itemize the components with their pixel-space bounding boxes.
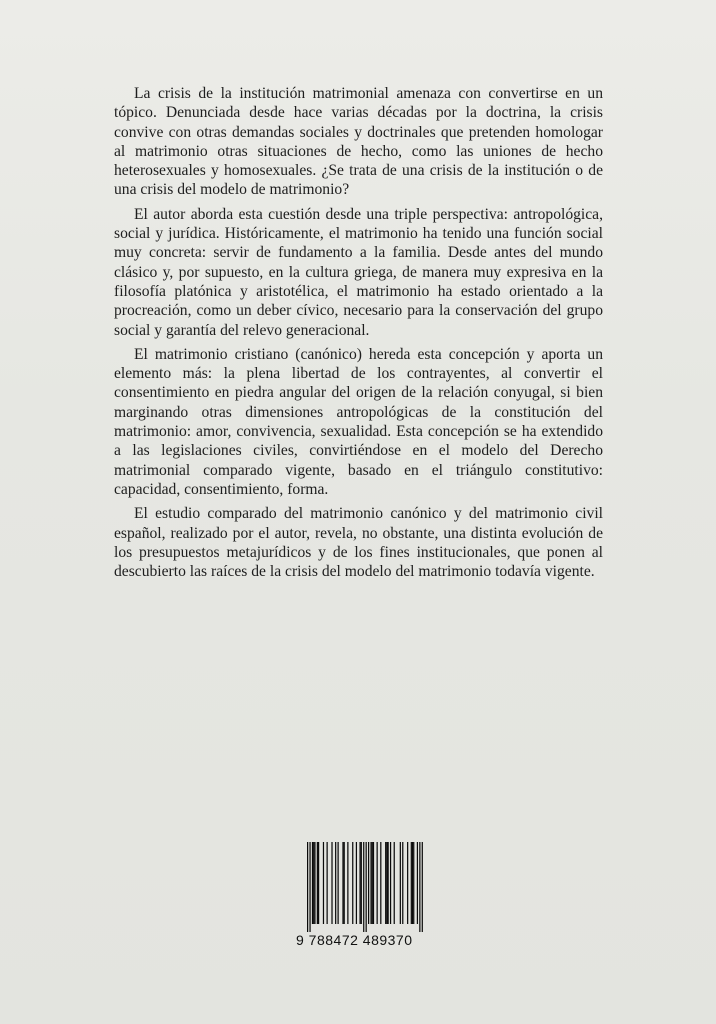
barcode-bar [372, 842, 373, 924]
barcode-bar [394, 842, 395, 924]
barcode-bar [356, 842, 357, 924]
barcode-bar [344, 842, 345, 924]
barcode-bar [352, 842, 353, 924]
barcode-bar [412, 842, 413, 924]
barcode-bar [388, 842, 389, 924]
barcode-bar [377, 842, 378, 924]
barcode-bar [323, 842, 324, 924]
barcode-bar [314, 842, 315, 924]
barcode-bar [361, 842, 362, 924]
barcode-bar [318, 842, 319, 924]
paragraph-4: El estudio comparado del matrimonio canónico y del matrimonio civil español, realizado por el autor, revela, no obstante, una distinta evolución de los presupuestos metajurídicos y de los fines institucionales, que ponen al descubierto las raíces de la crisis del modelo del matrimonio todavía vigente. [114, 505, 603, 581]
barcode-bar [400, 842, 401, 924]
barcode-bar [342, 842, 343, 924]
barcode-bar [402, 842, 403, 924]
barcode-bar [312, 842, 313, 924]
barcode-bar [359, 842, 360, 924]
barcode-bar [368, 842, 369, 924]
barcode-bar [370, 842, 371, 924]
barcode-bar [422, 842, 423, 932]
barcode-bar [347, 842, 348, 924]
barcode-bar [335, 842, 336, 924]
barcode-bar [385, 842, 386, 924]
barcode-bar [317, 842, 318, 924]
barcode-bar [411, 842, 412, 924]
synopsis-text [114, 84, 603, 586]
barcode-bar [313, 842, 314, 924]
barcode-bars [296, 842, 432, 934]
barcode-bar [407, 842, 408, 924]
barcode-bar [417, 842, 418, 924]
barcode-bar [386, 842, 387, 924]
barcode-bar [363, 842, 364, 932]
barcode-bar [373, 842, 374, 924]
barcode-bar [307, 842, 308, 932]
barcode-bar [380, 842, 381, 924]
barcode-bar [419, 842, 420, 932]
isbn-barcode [296, 842, 432, 954]
barcode-bar [309, 842, 310, 932]
barcode-bar [366, 842, 367, 932]
paragraph-2: El autor aborda esta cuestión desde una triple perspectiva: antropológica, social y jurídica. Históricamente, el matrimonio ha tenido una función social muy concreta: servir de fundamento a la familia. Desde antes del mundo clásico y, por supuesto, en la cultura griega, de manera muy expresiva en la filosofía platónica y aristotélica, el matrimonio ha estado orientado a la procreación, como un deber cívico, necesario para la conservación del grupo social y garantía del relevo generacional. [114, 205, 603, 339]
barcode-bar [413, 842, 414, 924]
barcode-bar [390, 842, 391, 924]
isbn-digits: 9 788472 489370 [296, 932, 413, 948]
paragraph-3: El matrimonio cristiano (canónico) hereda esta concepción y aporta un elemento más: la plena libertad de los contrayentes, al convertir el consentimiento en piedra angular del origen de la relación conyugal, si bien marginando otras dimensiones antropológicas de la constitución del matrimonio: amor, convivencia, sexualidad. Esta concepción se ha extendido a las legislaciones civiles, convirtiéndose en el modelo del Derecho matrimonial comparado vigente, basado en el triángulo constitutivo: capacidad, consentimiento, forma. [114, 345, 603, 498]
barcode-bar [338, 842, 339, 924]
paragraph-1: La crisis de la institución matrimonial amenaza con convertirse en un tópico. Denunciada desde hace varias décadas por la doctrina, la crisis convive con otras demandas sociales y doctrinales que pretenden homologar al matrimonio otras situaciones de hecho, como las uniones de hecho heterosexuales y homosexuales. ¿Se trata de una crisis de la institución o de una crisis del modelo de matrimonio? [114, 85, 603, 199]
barcode-bar [331, 842, 332, 924]
barcode-bar [327, 842, 328, 924]
